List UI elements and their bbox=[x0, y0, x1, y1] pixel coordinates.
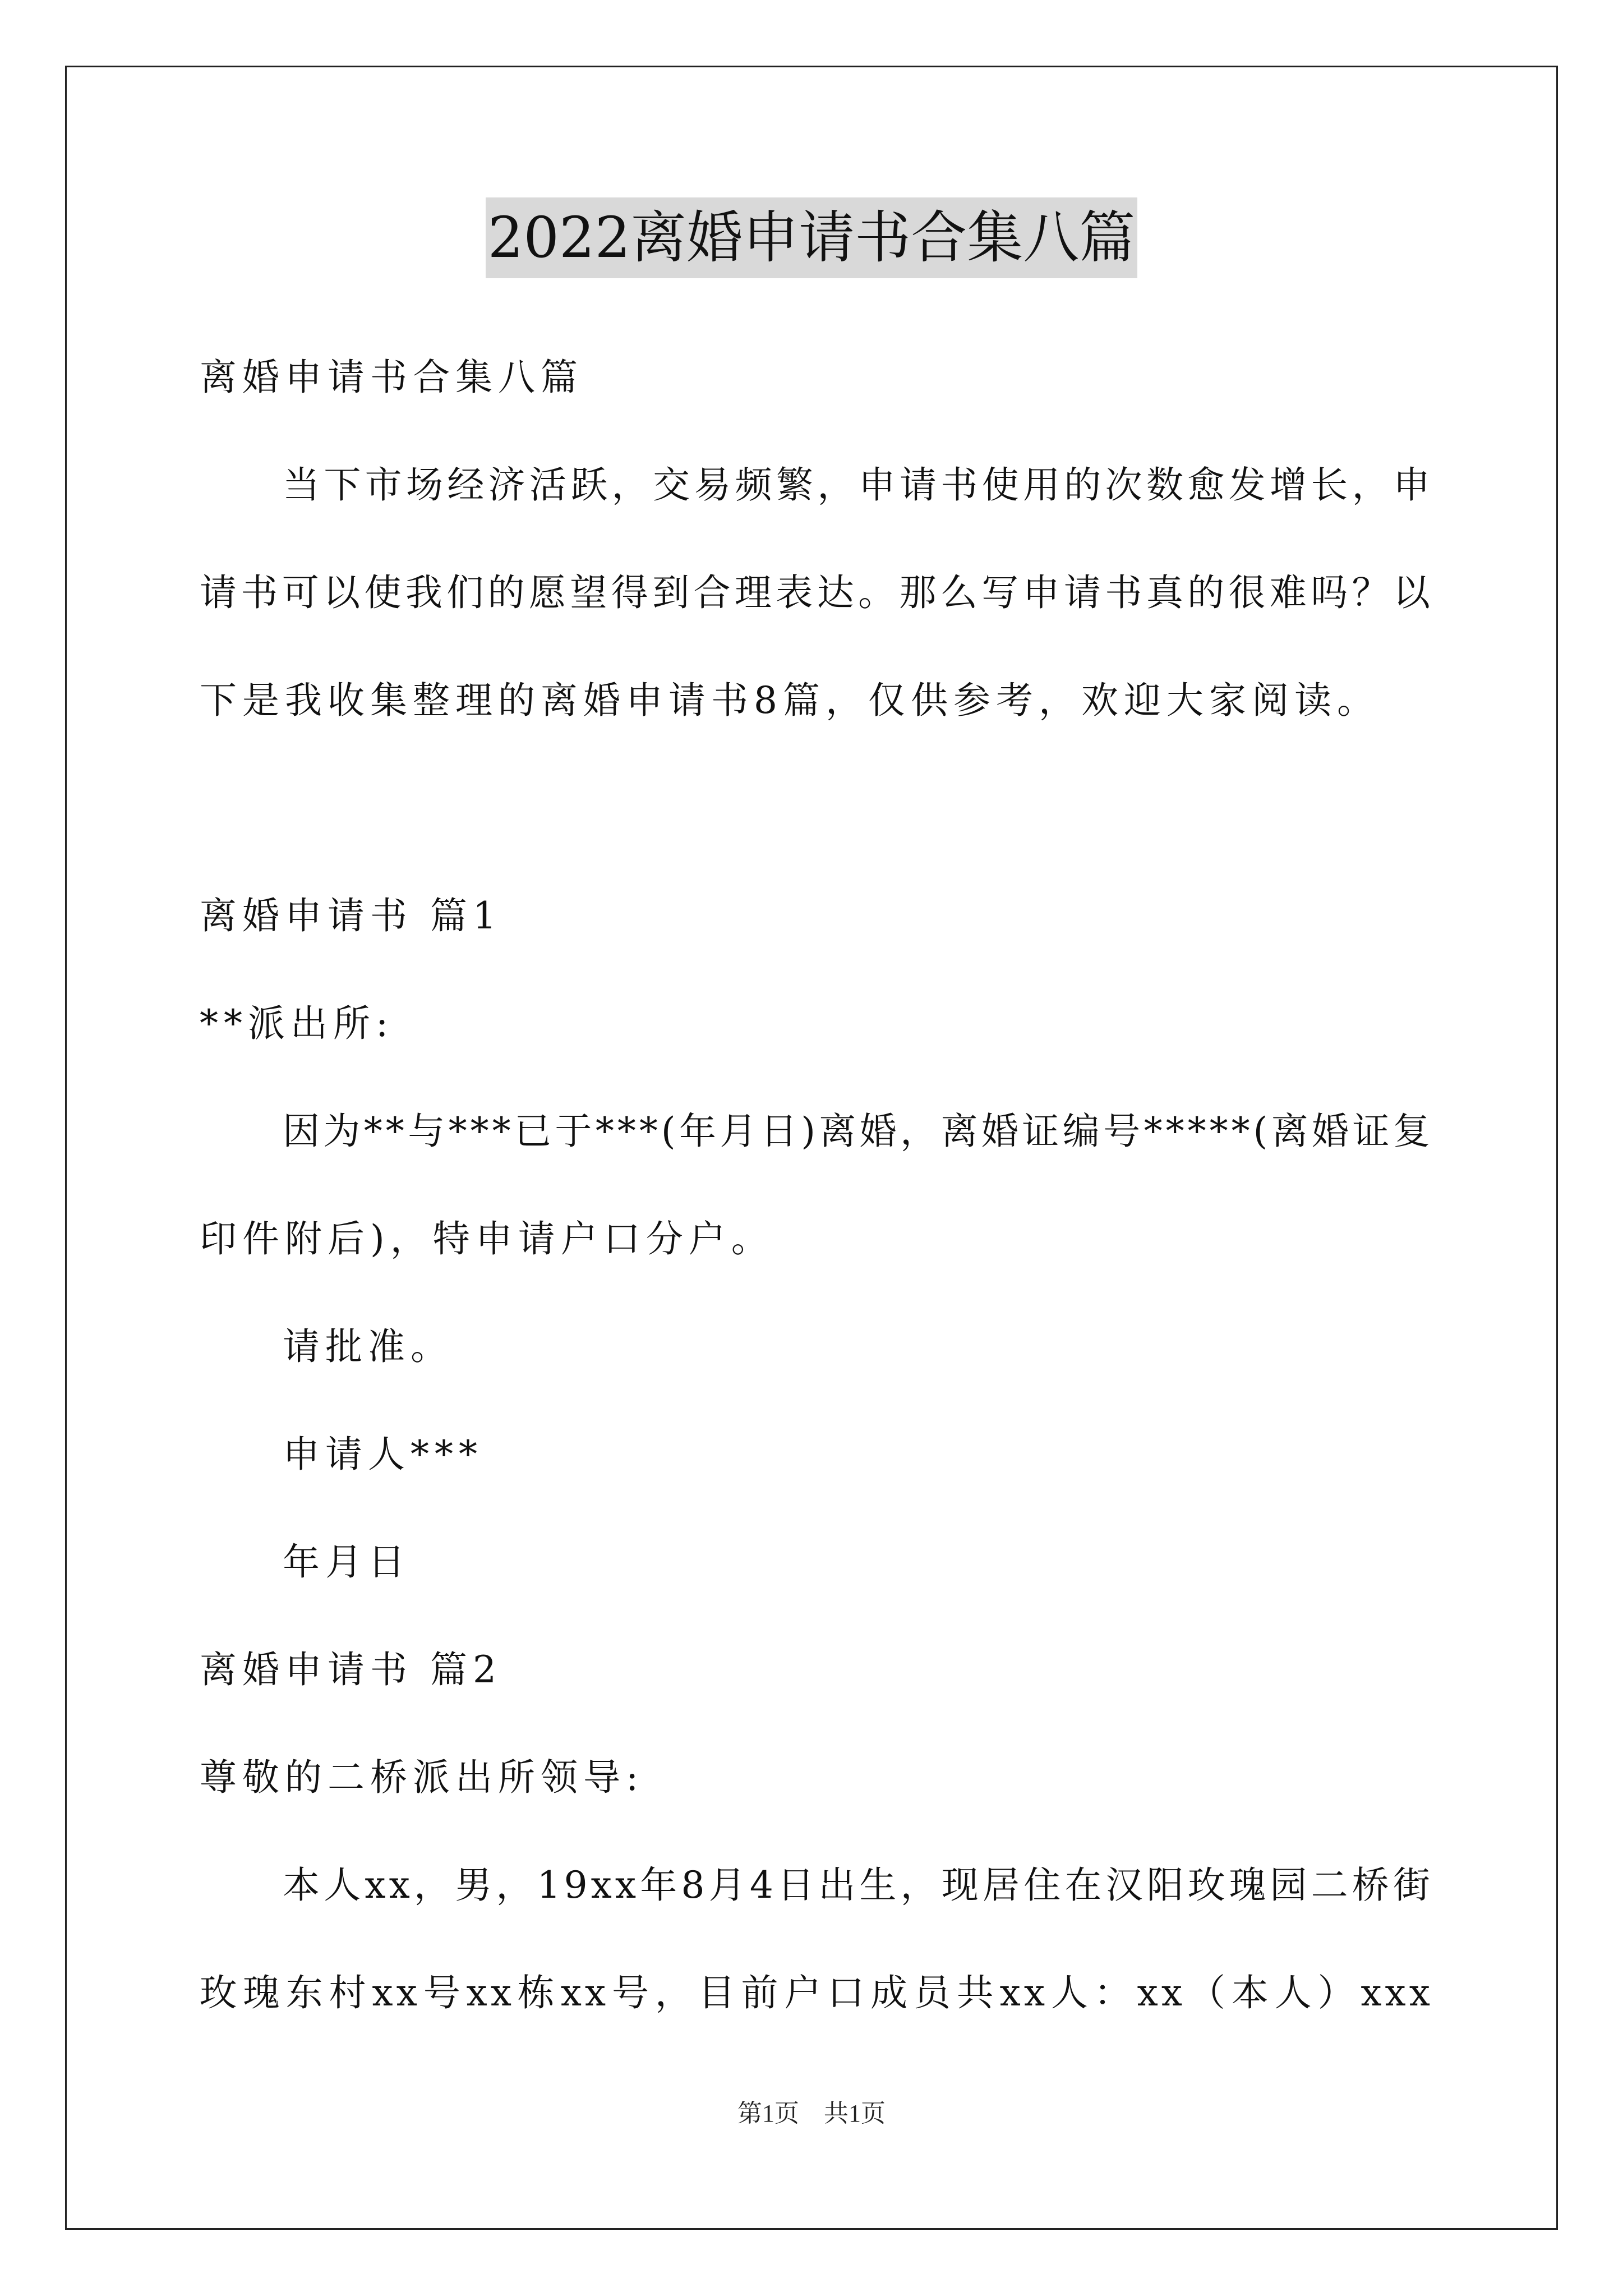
title-container bbox=[0, 197, 1623, 278]
page-footer: 第1页 共1页 bbox=[737, 2100, 886, 2127]
section-1-heading: 离婚申请书 篇1 bbox=[200, 894, 502, 937]
section-1-body-line-2: 印件附后)，特申请户口分户。 bbox=[200, 1217, 774, 1260]
section-2-heading: 离婚申请书 篇2 bbox=[200, 1648, 502, 1691]
section-2-body-line-2: 玫瑰东村xx号xx栋xx号，目前户口成员共xx人：xx（本人）xxx bbox=[200, 1971, 1433, 2014]
intro-line-3: 下是我收集整理的离婚申请书8篇，仅供参考，欢迎大家阅读。 bbox=[200, 679, 1380, 722]
section-1-closing: 请批准。 bbox=[283, 1325, 453, 1368]
section-2-body-line-1: 本人xx，男，19xx年8月4日出生，现居住在汉阳玫瑰园二桥街 bbox=[283, 1864, 1433, 1907]
intro-line-2: 请书可以使我们的愿望得到合理表达。那么写申请书真的很难吗？以 bbox=[200, 571, 1433, 614]
section-1-body-line-1: 因为**与***已于***(年月日)离婚，离婚证编号*****(离婚证复 bbox=[283, 1110, 1433, 1153]
section-2-addressee: 尊敬的二桥派出所领导: bbox=[200, 1756, 644, 1799]
section-1-applicant: 申请人*** bbox=[283, 1433, 483, 1476]
intro-line-1: 当下市场经济活跃，交易频繁，申请书使用的次数愈发增长，申 bbox=[283, 463, 1433, 507]
document-subtitle: 离婚申请书合集八篇 bbox=[200, 356, 583, 399]
section-1-date: 年月日 bbox=[283, 1540, 411, 1584]
section-1-addressee: **派出所: bbox=[200, 1002, 394, 1045]
document-title: 2022离婚申请书合集八篇 bbox=[486, 197, 1138, 278]
